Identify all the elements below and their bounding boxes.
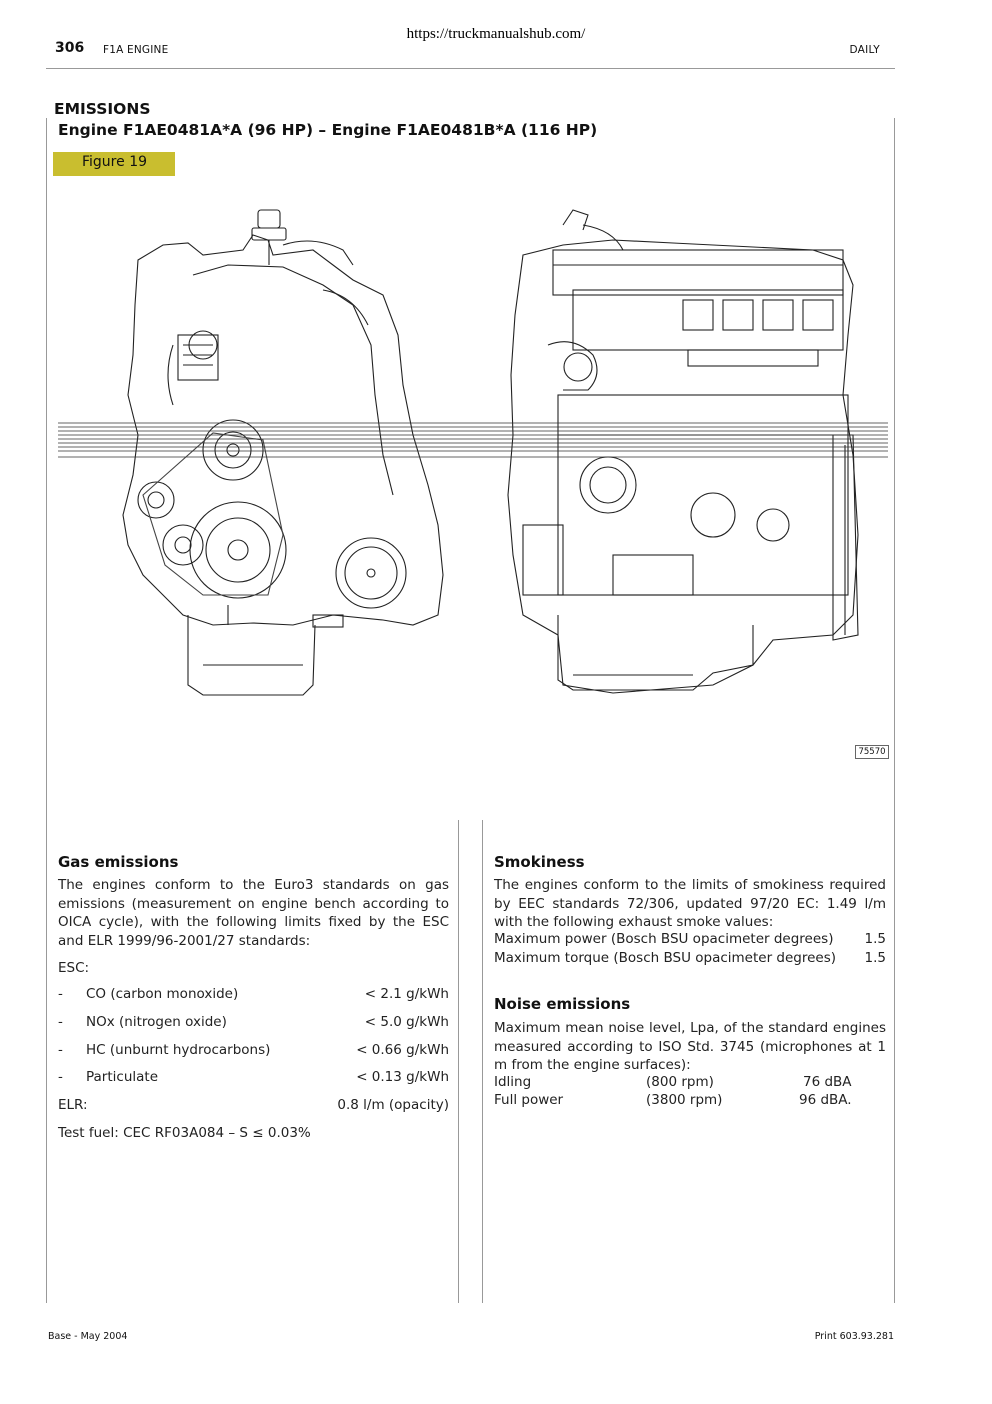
noise-rpm: (3800 rpm) [646,1092,723,1108]
footer-print-code: Print 603.93.281 [814,1331,894,1342]
noise-emissions-heading: Noise emissions [494,995,631,1013]
noise-condition: Full power [494,1092,564,1108]
noise-level: 76 dBA [803,1074,852,1090]
elr-row [58,1097,449,1115]
column-divider-left [458,820,459,1303]
pollutant-limit: < 0.66 g/kWh [356,1042,449,1058]
pollutant-label: HC (unburnt hydrocarbons) [86,1042,271,1058]
noise-row [494,1074,886,1092]
page-title: EMISSIONS [54,100,151,118]
source-url: https://truckmanualshub.com/ [406,26,586,42]
bullet-dash: - [58,1069,63,1085]
noise-row [494,1092,886,1110]
bullet-dash: - [58,986,63,1002]
left-frame-line [46,118,47,1303]
noise-condition: Idling [494,1074,532,1090]
gas-emissions-intro: The engines conform to the Euro3 standards on gas emissions (measurement on engine bench according to OICA cycle), with the following limits fixed by the ESC and ELR 1999/96-2001/27 standards: [58,877,449,949]
section-name: F1A ENGINE [103,44,169,56]
bullet-dash: - [58,1014,63,1030]
pollutant-label: CO (carbon monoxide) [86,986,239,1002]
engine-front-view [123,210,443,695]
gas-limit-row [58,1069,449,1087]
smokiness-value: 1.5 [864,931,886,947]
engine-side-view [508,210,858,693]
smokiness-label: Maximum torque (Bosch BSU opacimeter degrees) [494,950,837,966]
header-rule [46,68,895,69]
engine-diagram [53,195,893,715]
test-fuel: Test fuel: CEC RF03A084 – S ≤ 0.03% [58,1125,311,1141]
right-frame-line [894,118,895,1303]
noise-rpm: (800 rpm) [646,1074,714,1090]
gas-limit-row [58,986,449,1004]
smokiness-label: Maximum power (Bosch BSU opacimeter degrees) [494,931,834,947]
noise-level: 96 dBA. [799,1092,852,1108]
elr-label: ELR: [58,1097,88,1113]
smokiness-row [494,950,886,968]
gas-limit-row [58,1042,449,1060]
pollutant-label: Particulate [86,1069,159,1085]
pollutant-limit: < 2.1 g/kWh [364,986,449,1002]
esc-label: ESC: [58,960,90,976]
gas-limit-row [58,1014,449,1032]
figure-label: Figure 19 [53,152,175,176]
pollutant-label: NOx (nitrogen oxide) [86,1014,227,1030]
column-divider-right [482,820,483,1303]
footer-edition: Base - May 2004 [48,1331,128,1342]
smokiness-value: 1.5 [864,950,886,966]
smokiness-heading: Smokiness [494,853,585,871]
noise-emissions-intro: Maximum mean noise level, Lpa, of the standard engines measured according to ISO Std. 3745 (microphones at 1 m from the engine surfaces): [494,1020,886,1073]
smokiness-row [494,931,886,949]
page-subtitle: Engine F1AE0481A*A (96 HP) – Engine F1AE0481B*A (116 HP) [58,121,598,139]
vehicle-name: DAILY [849,44,880,56]
pollutant-limit: < 5.0 g/kWh [364,1014,449,1030]
gas-emissions-heading: Gas emissions [58,853,179,871]
figure-number: 75570 [855,745,889,759]
page-number: 306 [55,40,85,56]
scan-band [58,423,888,457]
elr-value: 0.8 l/m (opacity) [337,1097,449,1113]
smokiness-intro: The engines conform to the limits of smokiness required by EEC standards 72/306, updated 97/20 EC: 1.49 l/m with the following exhaust smoke values: [494,877,886,930]
bullet-dash: - [58,1042,63,1058]
pollutant-limit: < 0.13 g/kWh [356,1069,449,1085]
